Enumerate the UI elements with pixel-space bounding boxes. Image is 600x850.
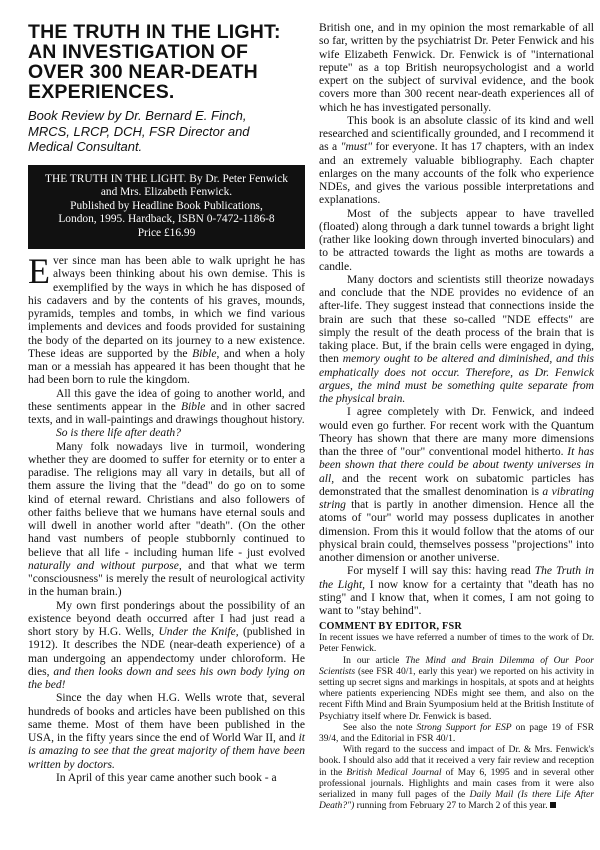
book-info-box [28,165,305,250]
text: Bible [180,400,206,413]
text: a vibrating string [319,485,594,511]
text: Many doctors and scientists still theorize nowadays and conclude that the NDE provides no evidence of an after-life. They suggest instead that connections inside the brain are such that these so-called "NDE effects" are simply the result of the death process of the brain that is taking place. But, if the brain cells were engaged in dying, then [319,273,594,366]
article-title [28,22,305,102]
title-line: OVER 300 NEAR-DEATH [28,61,258,83]
title-line: EXPERIENCES. [28,81,175,103]
paragraph [28,692,305,772]
text: and in other sacred texts, and in wall-paintings and drawings thoughout history. [28,400,305,426]
paragraph [28,388,305,428]
text: Daily Mail (Is there Life After Death?") [319,789,594,812]
title-line: THE TRUTH IN THE LIGHT: [28,21,281,43]
text: The Mind and Brain Dilemma of Our Poor Scientists [319,654,594,677]
text: and that what we term "consciousness" is merely the result of neurological activity in the human brain.) [28,559,305,599]
paragraph: Most of the subjects appear to have travelled (floated) along through a dark tunnel towards a bright light (rather like looking down through inverted binoculars) and to be attracted towards the light as moths are towards a candle. [319,207,594,273]
text: All this gave the idea of going to another world, and these sentiments appear in the [28,387,305,413]
text: ver since man has been able to walk upright he has always been thinking about his own demise. This is exemplified by the ways in which he has disposed of his cadavers and by the contents of his graves, mounds, pyramids, temples and tombs, in which we find various implements and devices and foods provided for sustaining the body of the departed on its journey to a new existence. These ideas are supported by the [28,255,305,360]
text: on page 19 of FSR 39/4, and the Editorial in FSR 40/1. [319,721,594,745]
text: it is amazing to see that the great majority of them have been written by doctors. [28,732,305,771]
paragraph [319,406,594,565]
comment-paragraph [319,655,594,722]
byline-line: Medical Consultant. [28,139,143,154]
byline-line: MRCS, LRCP, DCH, FSR Director and [28,123,250,139]
paragraph [28,600,305,693]
book-info-line: THE TRUTH IN THE LIGHT. By Dr. Peter Fenwick [45,172,288,185]
text: This book is an absolute classic of its kind and well researched and scientifically grounded, and I recommend it as a [319,114,594,154]
text: "must" [340,141,373,154]
comment-paragraph [319,722,594,744]
text: running from February 27 to March 2 of this year. [354,800,548,812]
text: I agree completely with Dr. Fenwick, and indeed would even go further. For recent work with the Quantum Theory has shown that there are many more dimensions than the three of "our" conventional model hitherto. [319,406,594,458]
question-line: So is there life after death? [56,427,181,440]
book-info-line: Published by Headline Book Publications, [70,199,263,212]
byline [28,108,305,155]
text: See also the note [343,721,417,733]
text: that is partly in another dimension. Hence all the atoms of "our" world may possess duplicates in another dimension. From this it would follow that the atoms of our physical brain could, themselves possess "projections" into another dimension or another universe. [319,499,594,564]
paragraph: British one, and in my opinion the most remarkable of all so far, written by the psychiatrist Dr. Peter Fenwick and his wife Elizabeth Fenwick. Dr. Fenwick is of "international repute" as a top British neuropsychologist and a world expert on the subject of survival evidence, and the book covers more than 300 recent near-death experiences all of which he has investigated personally. [319,22,594,114]
drop-cap: E [28,251,50,291]
comment-paragraph: In recent issues we have referred a number of times to the work of Dr. Peter Fenwick. [319,632,594,655]
byline-line: Book Review by Dr. Bernard E. Finch, [28,108,247,123]
text: The Truth in the Light, [319,565,594,591]
right-column [319,22,594,850]
text: for everyone. It has 17 chapters, with an index and an extremely valuable bibliography. Each chapter enlarges on the many accounts of the folk who experience NDEs, and gives the various possible interpretations and explanations. [319,141,594,207]
title-line: AN INVESTIGATION OF [28,41,249,63]
text: My own first ponderings about the possibility of an existence beyond death occurred after I had just read a short story by H.G. Wells, [28,599,305,638]
text: (published in 1912). It describes the NDE (near-death experience) of a man undergoing an appendectomy under chloroform. He dies, [28,626,305,678]
paragraph [319,565,594,618]
paragraph [28,251,305,388]
paragraph [319,115,594,208]
end-mark-icon [550,802,556,808]
text: For myself I will say this: having read [347,565,535,578]
book-info-line: Price £16.99 [137,226,196,239]
text: naturally and without purpose, [28,559,182,572]
text: Many folk nowadays live in turmoil, wondering whether they are doomed to suffer for eternity or to enter a paradise. The religions may all vary in details, but all of them assure the living that the "dead" do go on to some kind of eternal reward. Christians and also followers of other faiths believe that we humans have eternal souls and will dwell in another world after "death". (On the other hand vast numbers of people stubbornly continued to believe that all life - including human life - just evolved [28,440,305,559]
editor-comment-heading: COMMENT BY EDITOR, FSR [319,621,462,633]
editor-comment [319,632,594,811]
text: I now know for a certainty that "death has no sting" and I know that, when it comes, I am not going to want to "stay behind". [319,578,594,617]
text: With regard to the success and impact of Dr. & Mrs. Fenwick's book. I should also add that it received a very fair review and reception in the [319,744,594,778]
book-info-line: and Mrs. Elizabeth Fenwick. [100,186,233,198]
article-body-left [28,251,305,785]
text: and then looks down and sees his own body lying on the bed! [28,665,305,691]
text: and the recent work on subatomic particles has demonstrated that the smallest denomination is [319,472,594,498]
paragraph [28,441,305,600]
text: , and when a holy man or a messiah has appeared it has been thought that he had been born to rule the kingdom. [28,347,305,387]
text: In our article [343,654,406,666]
text: It has been shown that there could be about twenty universes in all, [319,446,594,485]
text: of May 6, 1995 and in several other professional journals. Highlights and main cases from it were also serialized in many full pages of the [319,766,594,801]
book-info-line: London, 1995. Hardback, ISBN 0-7472-1186-8 [58,213,275,225]
text: Strong Support for ESP [416,721,512,733]
text: Since the day when H.G. Wells wrote that, several hundreds of books and articles have been published on this same theme. Most of them have been published in the USA, in the fifty years since the end of World War II, and [28,692,305,744]
text: Under the Knife, [158,626,239,638]
comment-paragraph [319,744,594,811]
text: (see FSR 40/1, early this year) we reported on his activity in setting up secret signs and markings in hospitals, at spots and at heights where patients experiencing NDEs might see them, and also on the recent Fifth Mind and Brain Syumposium held at the British Institute of Psychiatry itself where Dr. Fenwick is based. [319,665,594,722]
paragraph [319,274,594,407]
article-body-right [319,22,594,618]
text: British Medical Journal [346,766,442,778]
text: Bible [192,347,217,360]
paragraph: In April of this year came another such book - a [56,771,277,784]
text: memory ought to be altered and diminished, and this emphatically does not occur. Therefore, as Dr. Fenwick argues, the mind must be something quite separate from the physical brain. [319,353,594,405]
columns [28,21,594,850]
left-column [28,22,305,850]
